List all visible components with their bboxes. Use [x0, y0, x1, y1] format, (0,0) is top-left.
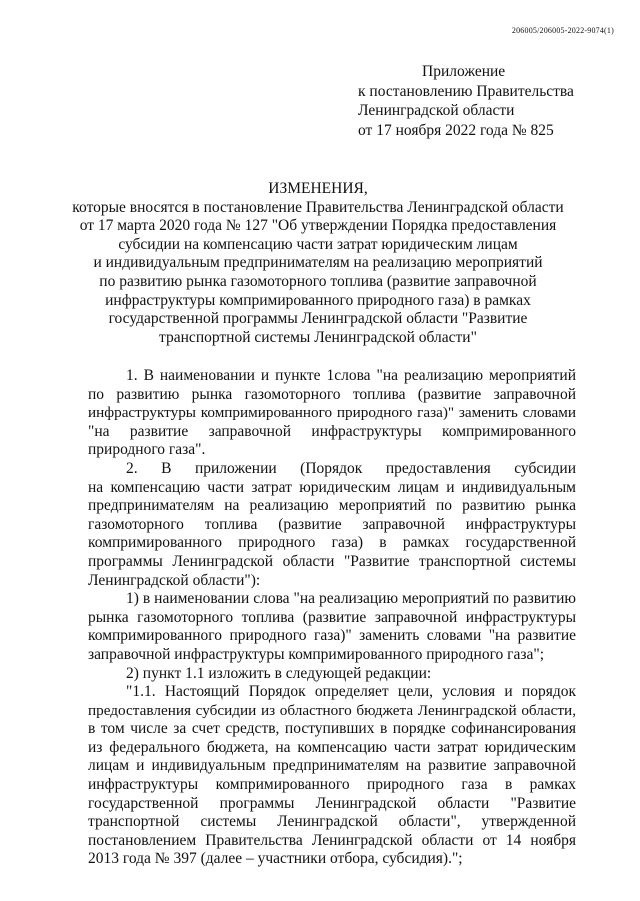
appendix-line: от 17 ноября 2022 года № 825 [358, 121, 554, 139]
subparagraph-1 [88, 590, 576, 664]
paragraph-line: транспортной системы Ленинградской области", утвержденной [88, 813, 576, 831]
paragraph-line: в том числе за счет средств, поступивших в порядке софинансирования [88, 720, 576, 738]
paragraph-line: Ленинградской области"): [88, 571, 261, 589]
paragraph-line: на компенсацию части затрат юридическим лицам и индивидуальным [88, 478, 576, 496]
paragraph-2 [88, 460, 576, 590]
paragraph-1 [88, 367, 576, 460]
document-title [60, 180, 576, 347]
title-line: которые вносятся в постановление Правительства Ленинградской области [72, 198, 564, 216]
title-heading: ИЗМЕНЕНИЯ, [268, 180, 368, 197]
paragraph-line: лицам и индивидуальным предпринимателям на развитие заправочной [88, 757, 576, 775]
title-line: от 17 марта 2020 года № 127 "Об утверждении Порядка предоставления [79, 217, 557, 235]
paragraph-line: государственной программы Ленинградской области "Развитие [88, 794, 576, 812]
paragraph-line: предоставления субсидии из областного бюджета Ленинградской области, [88, 701, 576, 719]
paragraph-line: инфраструктуры компримированного природного газа в рамках [88, 776, 576, 794]
paragraph-line: постановлением Правительства Ленинградской области от 14 ноября [88, 831, 576, 849]
appendix-line: к постановлению Правительства [358, 82, 574, 100]
paragraph-line: 2. В приложении (Порядок предоставления субсидии [126, 459, 576, 477]
paragraph-line: природного газа". [88, 441, 206, 459]
paragraph-line: заправочной инфраструктуры компримированного природного газа"; [88, 645, 545, 663]
title-line: государственной программы Ленинградской области "Развитие [108, 310, 528, 328]
paragraph-line: "на развитие заправочной инфраструктуры компримированного [88, 422, 576, 440]
paragraph-line: 1) в наименовании слова "на реализацию мероприятий по развитию [126, 590, 576, 608]
appendix-block [358, 62, 574, 140]
paragraph-line: рынка газомоторного топлива (развитие заправочной инфраструктуры [88, 608, 576, 626]
paragraph-line: по развитию рынка газомоторного топлива (развитие заправочной [88, 385, 576, 403]
paragraph-line: из федерального бюджета, на компенсацию части затрат юридическим [88, 738, 576, 756]
document-id: 206005/206005-2022-9074(1) [511, 26, 614, 35]
paragraph-line: инфраструктуры компримированного природного газа)" заменить словами [88, 404, 576, 422]
paragraph-line: газомоторного топлива (развитие заправочной инфраструктуры [88, 515, 576, 533]
paragraph-line: "1.1. Настоящий Порядок определяет цели, условия и порядок [126, 683, 576, 701]
paragraph-line: предпринимателям на реализацию мероприятий по развитию рынка [88, 497, 576, 515]
title-line: и индивидуальным предпринимателям на реализацию мероприятий [93, 254, 543, 272]
paragraph-line: программы Ленинградской области "Развитие транспортной системы [88, 552, 576, 570]
quoted-clause-1-1 [88, 683, 576, 869]
appendix-line: Приложение [422, 63, 506, 80]
appendix-line: Ленинградской области [358, 102, 515, 119]
title-line: транспортной системы Ленинградской области" [159, 328, 477, 346]
paragraph-line: 2) пункт 1.1 изложить в следующей редакции: [126, 664, 432, 682]
paragraph-line: 1. В наименовании и пункте 1слова "на реализацию мероприятий [126, 367, 576, 384]
paragraph-line: 2013 года № 397 (далее – участники отбора, субсидия)."; [88, 850, 463, 868]
subparagraph-2 [88, 665, 576, 684]
title-line: субсидии на компенсацию части затрат юридическим лицам [118, 235, 518, 253]
document-body [88, 367, 576, 869]
paragraph-line: компримированного природного газа) в рамках государственной [88, 534, 576, 552]
title-line: инфраструктуры компримированного природного газа) в рамках [105, 291, 531, 309]
title-line: по развитию рынка газомоторного топлива (развитие заправочной [99, 272, 537, 290]
paragraph-line: компримированного природного газа)" заменить словами "на развитие [88, 627, 576, 645]
